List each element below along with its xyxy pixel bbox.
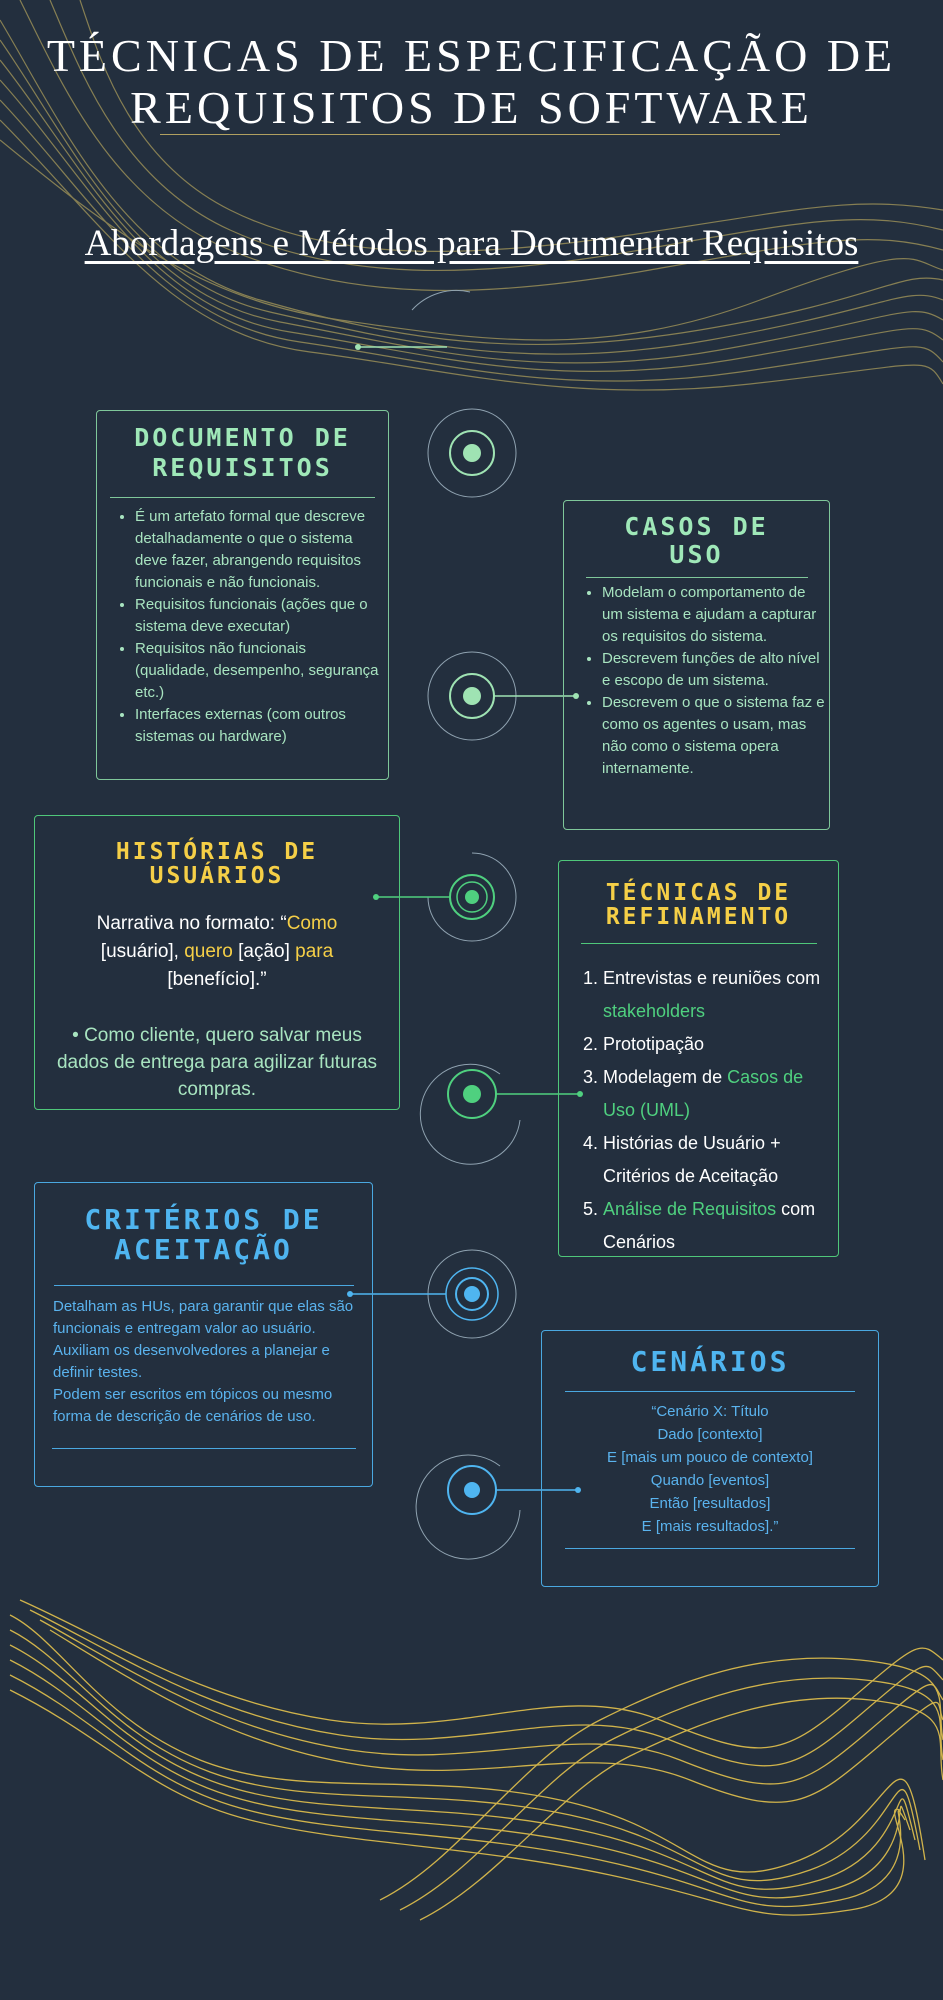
list-item: • Descrevem o que o sistema faz e como os agentes o usam, mas não como o sistema opera internamente. [602, 692, 825, 780]
card-divider [565, 1391, 855, 1392]
list-item: 2. Prototipação [603, 1028, 830, 1061]
card-title: CENÁRIOS [630, 1345, 790, 1378]
card-title: DOCUMENTO DE REQUISITOS [134, 423, 351, 482]
card-divider [110, 497, 375, 498]
list-item: 5. Análise de Requisitos com Cenários [603, 1193, 830, 1259]
page-title-line1: TÉCNICAS DE ESPECIFICAÇÃO DE [46, 30, 897, 81]
card-casos-de-uso [563, 500, 830, 830]
card-title: CASOS DE USO [624, 512, 769, 569]
card-historias-de-usuarios [34, 815, 400, 1110]
card-text: Detalham as HUs, para garantir que elas são funcionais e entregam valor ao usuário. Auxiliam os desenvolvedores a planejar e definir testes. Podem ser escritos em tópicos ou mesmo forma de descrição de cenários de uso. [53, 1298, 354, 1425]
card-divider [54, 1285, 354, 1286]
list-item: • Descrevem funções de alto nível e escopo de um sistema. [602, 648, 825, 692]
list-item: • Interfaces externas (com outros sistemas ou hardware) [135, 704, 382, 748]
card-list [559, 962, 838, 1259]
page-title-line2: REQUISITOS DE SOFTWARE [130, 82, 813, 133]
card-list [97, 506, 388, 748]
card-cenarios [541, 1330, 879, 1587]
page-title [0, 30, 943, 134]
page-subtitle: Abordagens e Métodos para Documentar Requisitos [84, 223, 859, 264]
card-tecnicas-de-refinamento [558, 860, 839, 1257]
card-title: HISTÓRIAS DE USUÁRIOS [115, 839, 319, 889]
card-title: TÉCNICAS DE REFINAMENTO [605, 880, 792, 930]
card-divider-bottom [565, 1548, 855, 1549]
card-divider [586, 577, 808, 578]
list-item: 3. Modelagem de Casos de Uso (UML) [603, 1061, 830, 1127]
list-item: 4. Histórias de Usuário + Critérios de Aceitação [603, 1127, 830, 1193]
timeline-node-documento [428, 409, 516, 497]
card-list [564, 582, 829, 780]
story-example: • Como cliente, quero salvar meus dados de entrega para agilizar futuras compras. [56, 1025, 378, 1100]
list-item: • Modelam o comportamento de um sistema e ajudam a capturar os requisitos do sistema. [602, 582, 825, 648]
narrative-format: Narrativa no formato: “Como [usuário], quero [ação] para [benefício].” [96, 913, 338, 990]
title-divider [160, 134, 780, 135]
card-title: CRITÉRIOS DE ACEITAÇÃO [84, 1203, 323, 1266]
card-divider [581, 943, 817, 944]
list-item: 1. Entrevistas e reuniões com stakeholders [603, 962, 830, 1028]
card-criterios-de-aceitacao [34, 1182, 373, 1487]
timeline-node-casos [428, 652, 579, 740]
card-documento-requisitos [96, 410, 389, 780]
scenario-template: “Cenário X: Título Dado [contexto] E [mais um pouco de contexto] Quando [eventos] Então [resultados] E [mais resultados].” [607, 1403, 813, 1535]
card-divider-bottom [52, 1448, 356, 1449]
list-item: • É um artefato formal que descreve detalhadamente o que o sistema deve fazer, abrangendo requisitos funcionais e não funcionais. [135, 506, 382, 594]
list-item: • Requisitos não funcionais (qualidade, desempenho, segurança etc.) [135, 638, 382, 704]
list-item: • Requisitos funcionais (ações que o sistema deve executar) [135, 594, 382, 638]
